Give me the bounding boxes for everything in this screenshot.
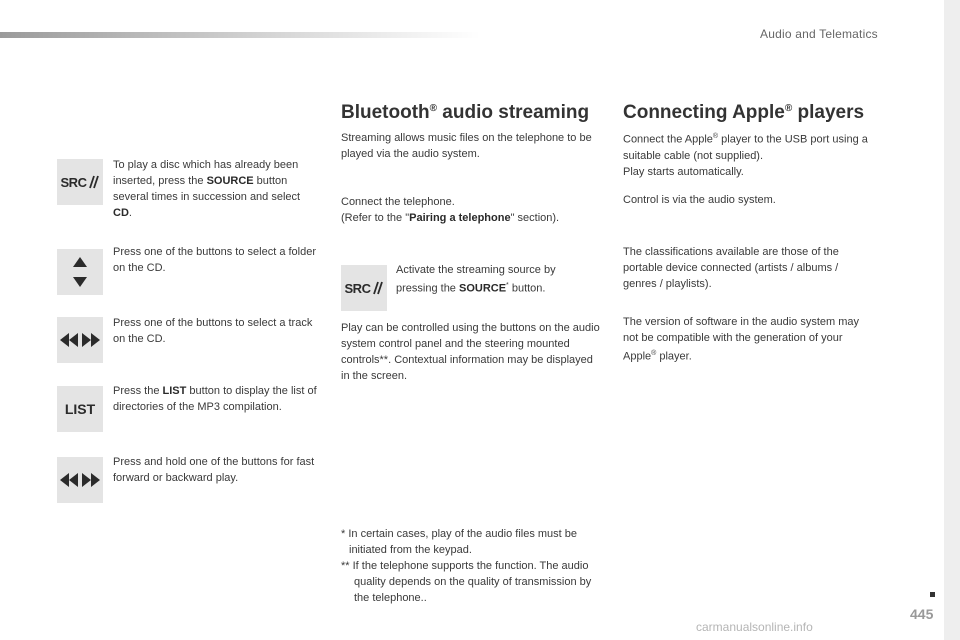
fast-forward-rewind-icon: [57, 457, 103, 503]
connecting-apple-heading: Connecting Apple® players: [623, 102, 865, 123]
play-control-text: Play can be controlled using the buttons on the audio system control panel and the steering mounted controls**. Contextual information may be displayed in the screen.: [341, 322, 600, 382]
phone-slash-icon: [87, 175, 99, 189]
instruction-list: Press the LIST button to display the list of directories of the MP3 compilation.: [113, 385, 317, 413]
page-number: 445: [910, 606, 934, 622]
previous-next-track-icon: [57, 317, 103, 363]
instruction-select-track: Press one of the buttons to select a track on the CD.: [113, 317, 313, 345]
apple-connect-text: Connect the Apple® player to the USB port using a suitable cable (not supplied). Play starts automatically.: [623, 133, 868, 178]
header-gradient-bar: [0, 32, 480, 38]
apple-control-text: Control is via the audio system.: [623, 194, 776, 206]
bluetooth-streaming-heading: Bluetooth® audio streaming: [341, 102, 590, 123]
page-edge-strip: [944, 0, 960, 640]
footnote-single-star: * In certain cases, play of the audio files must be initiated from the keypad.: [341, 528, 578, 556]
apple-classifications-text: The classifications available are those of the portable device connected (artists / albums / genres / playlists).: [623, 246, 839, 290]
footnote-double-star: ** If the telephone supports the function. The audio quality depends on the quality of transmission by the telephone..: [341, 560, 592, 604]
src-button-icon: SRC: [341, 265, 387, 311]
connect-telephone-text: Connect the telephone. (Refer to the "Pairing a telephone" section).: [341, 196, 560, 224]
instruction-play-disc: To play a disc which has already been inserted, press the SOURCE button several times in succession and select CD.: [113, 159, 301, 219]
page-marker: [930, 592, 935, 597]
streaming-intro: Streaming allows music files on the telephone to be played via the audio system.: [341, 132, 592, 160]
list-button-icon: LIST: [57, 386, 103, 432]
src-button-icon: SRC: [57, 159, 103, 205]
section-title: Audio and Telematics: [760, 27, 878, 41]
apple-software-version-text: The version of software in the audio system may not be compatible with the generation of your Apple® player.: [623, 316, 859, 363]
activate-streaming-text: Activate the streaming source by pressing the SOURCE* button.: [396, 264, 556, 295]
instruction-fast-play: Press and hold one of the buttons for fast forward or backward play.: [113, 456, 315, 484]
watermark: carmanualsonline.info: [696, 620, 813, 634]
up-down-arrows-icon: [57, 249, 103, 295]
instruction-select-folder: Press one of the buttons to select a folder on the CD.: [113, 246, 317, 274]
phone-slash-icon: [371, 281, 383, 295]
